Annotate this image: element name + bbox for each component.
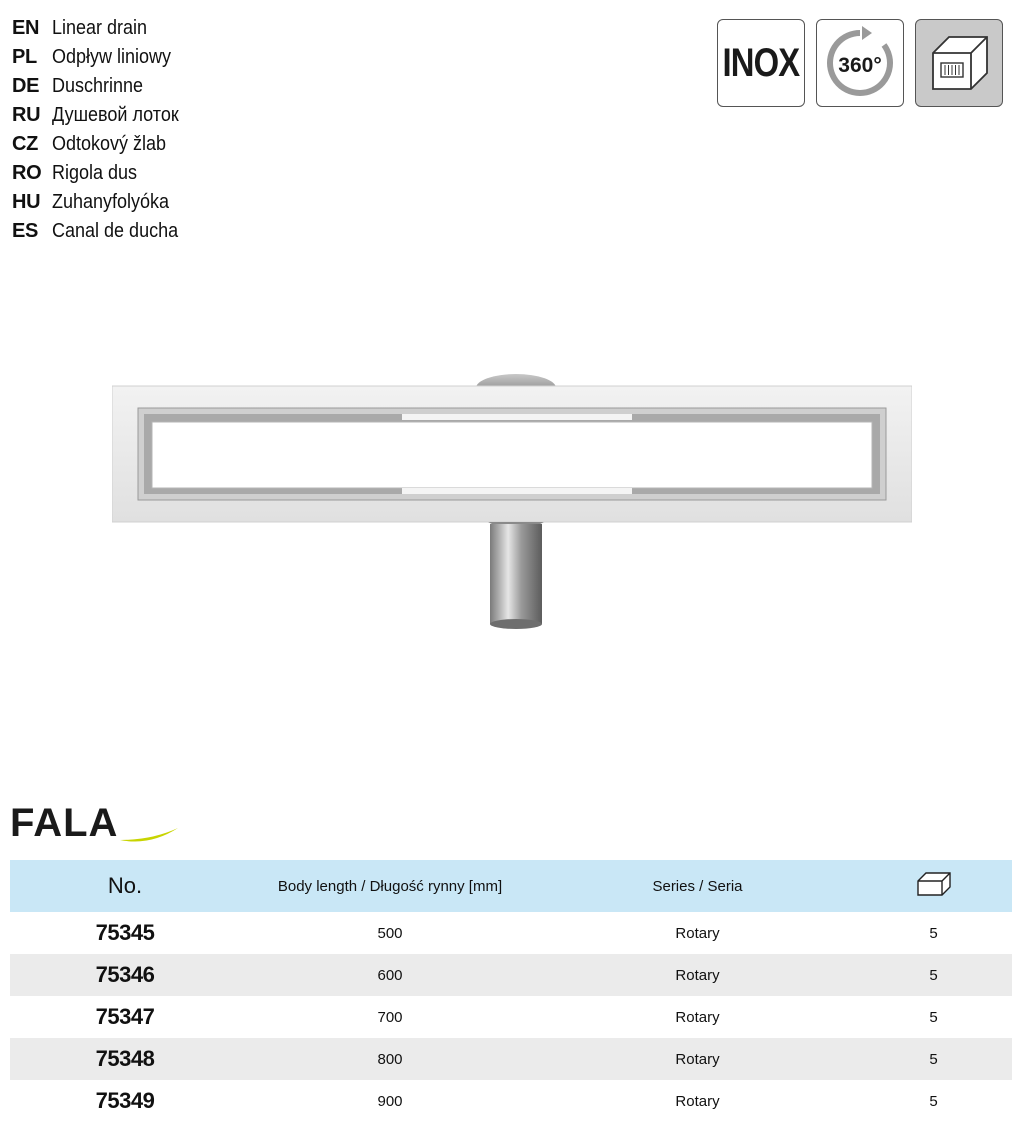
language-text: Duschrinne [52,75,144,97]
header-length: Body length / Długość rynny [mm] [277,877,503,895]
header-no: No. [107,873,143,898]
cell-pack: 5 [929,924,938,942]
cell-series: Rotary [675,1050,720,1068]
cell-series: Rotary [675,1008,720,1026]
rotation-label: 360° [838,54,882,77]
inox-badge [717,19,805,107]
language-text: Linear drain [52,17,148,39]
inox-label: INOX [722,40,800,85]
rotation-360-icon [820,23,900,103]
cell-no: 75349 [95,1088,155,1113]
linear-drain-image [112,370,912,640]
table-row [10,912,1012,954]
language-row-ru [12,101,193,130]
cell-series: Rotary [675,1092,720,1110]
table-row [10,996,1012,1038]
language-code: HU [12,191,41,213]
language-code: PL [12,46,37,68]
table-row [10,1038,1012,1080]
product-table [10,860,1012,1122]
fala-logo [10,800,190,848]
language-text: Rigola dus [52,162,138,184]
language-code: DE [12,75,40,97]
table-row [10,954,1012,996]
cell-series: Rotary [675,924,720,942]
cell-length: 800 [377,1050,403,1068]
language-code: RO [12,162,42,184]
language-code: EN [12,17,40,39]
cell-pack: 5 [929,1050,938,1068]
box-icon [914,869,954,899]
rotation-badge [816,19,904,107]
language-code: RU [12,104,41,126]
language-text: Zuhanyfolyóka [52,191,170,213]
cell-length: 600 [377,966,403,984]
language-text: Canal de ducha [52,220,179,242]
language-row-hu [12,188,193,217]
language-code: ES [12,220,39,242]
language-row-ro [12,159,193,188]
language-row-pl [12,43,193,72]
cell-series: Rotary [675,966,720,984]
cell-no: 75346 [95,962,155,987]
language-text: Душевой лоток [52,104,179,126]
cell-pack: 5 [929,1092,938,1110]
feature-badges [717,19,1003,107]
language-list [12,14,193,246]
language-row-es [12,217,193,246]
cell-length: 500 [377,924,403,942]
language-text: Odpływ liniowy [52,46,172,68]
language-row-de [12,72,193,101]
header-pack [855,860,1012,912]
language-code: CZ [12,133,39,155]
logo-text: FALA [10,801,119,845]
cell-no: 75345 [95,920,155,945]
cell-no: 75348 [95,1046,155,1071]
table-row [10,1080,1012,1122]
package-badge [915,19,1003,107]
cell-pack: 5 [929,966,938,984]
cell-no: 75347 [95,1004,155,1029]
language-row-cz [12,130,193,159]
cell-pack: 5 [929,1008,938,1026]
language-text: Odtokový žlab [52,133,167,155]
header-series: Series / Seria [652,877,743,895]
cell-length: 900 [377,1092,403,1110]
table-header-row [10,860,1012,912]
language-row-en [12,14,193,43]
box-with-grate-icon [923,27,995,99]
cell-length: 700 [377,1008,403,1026]
